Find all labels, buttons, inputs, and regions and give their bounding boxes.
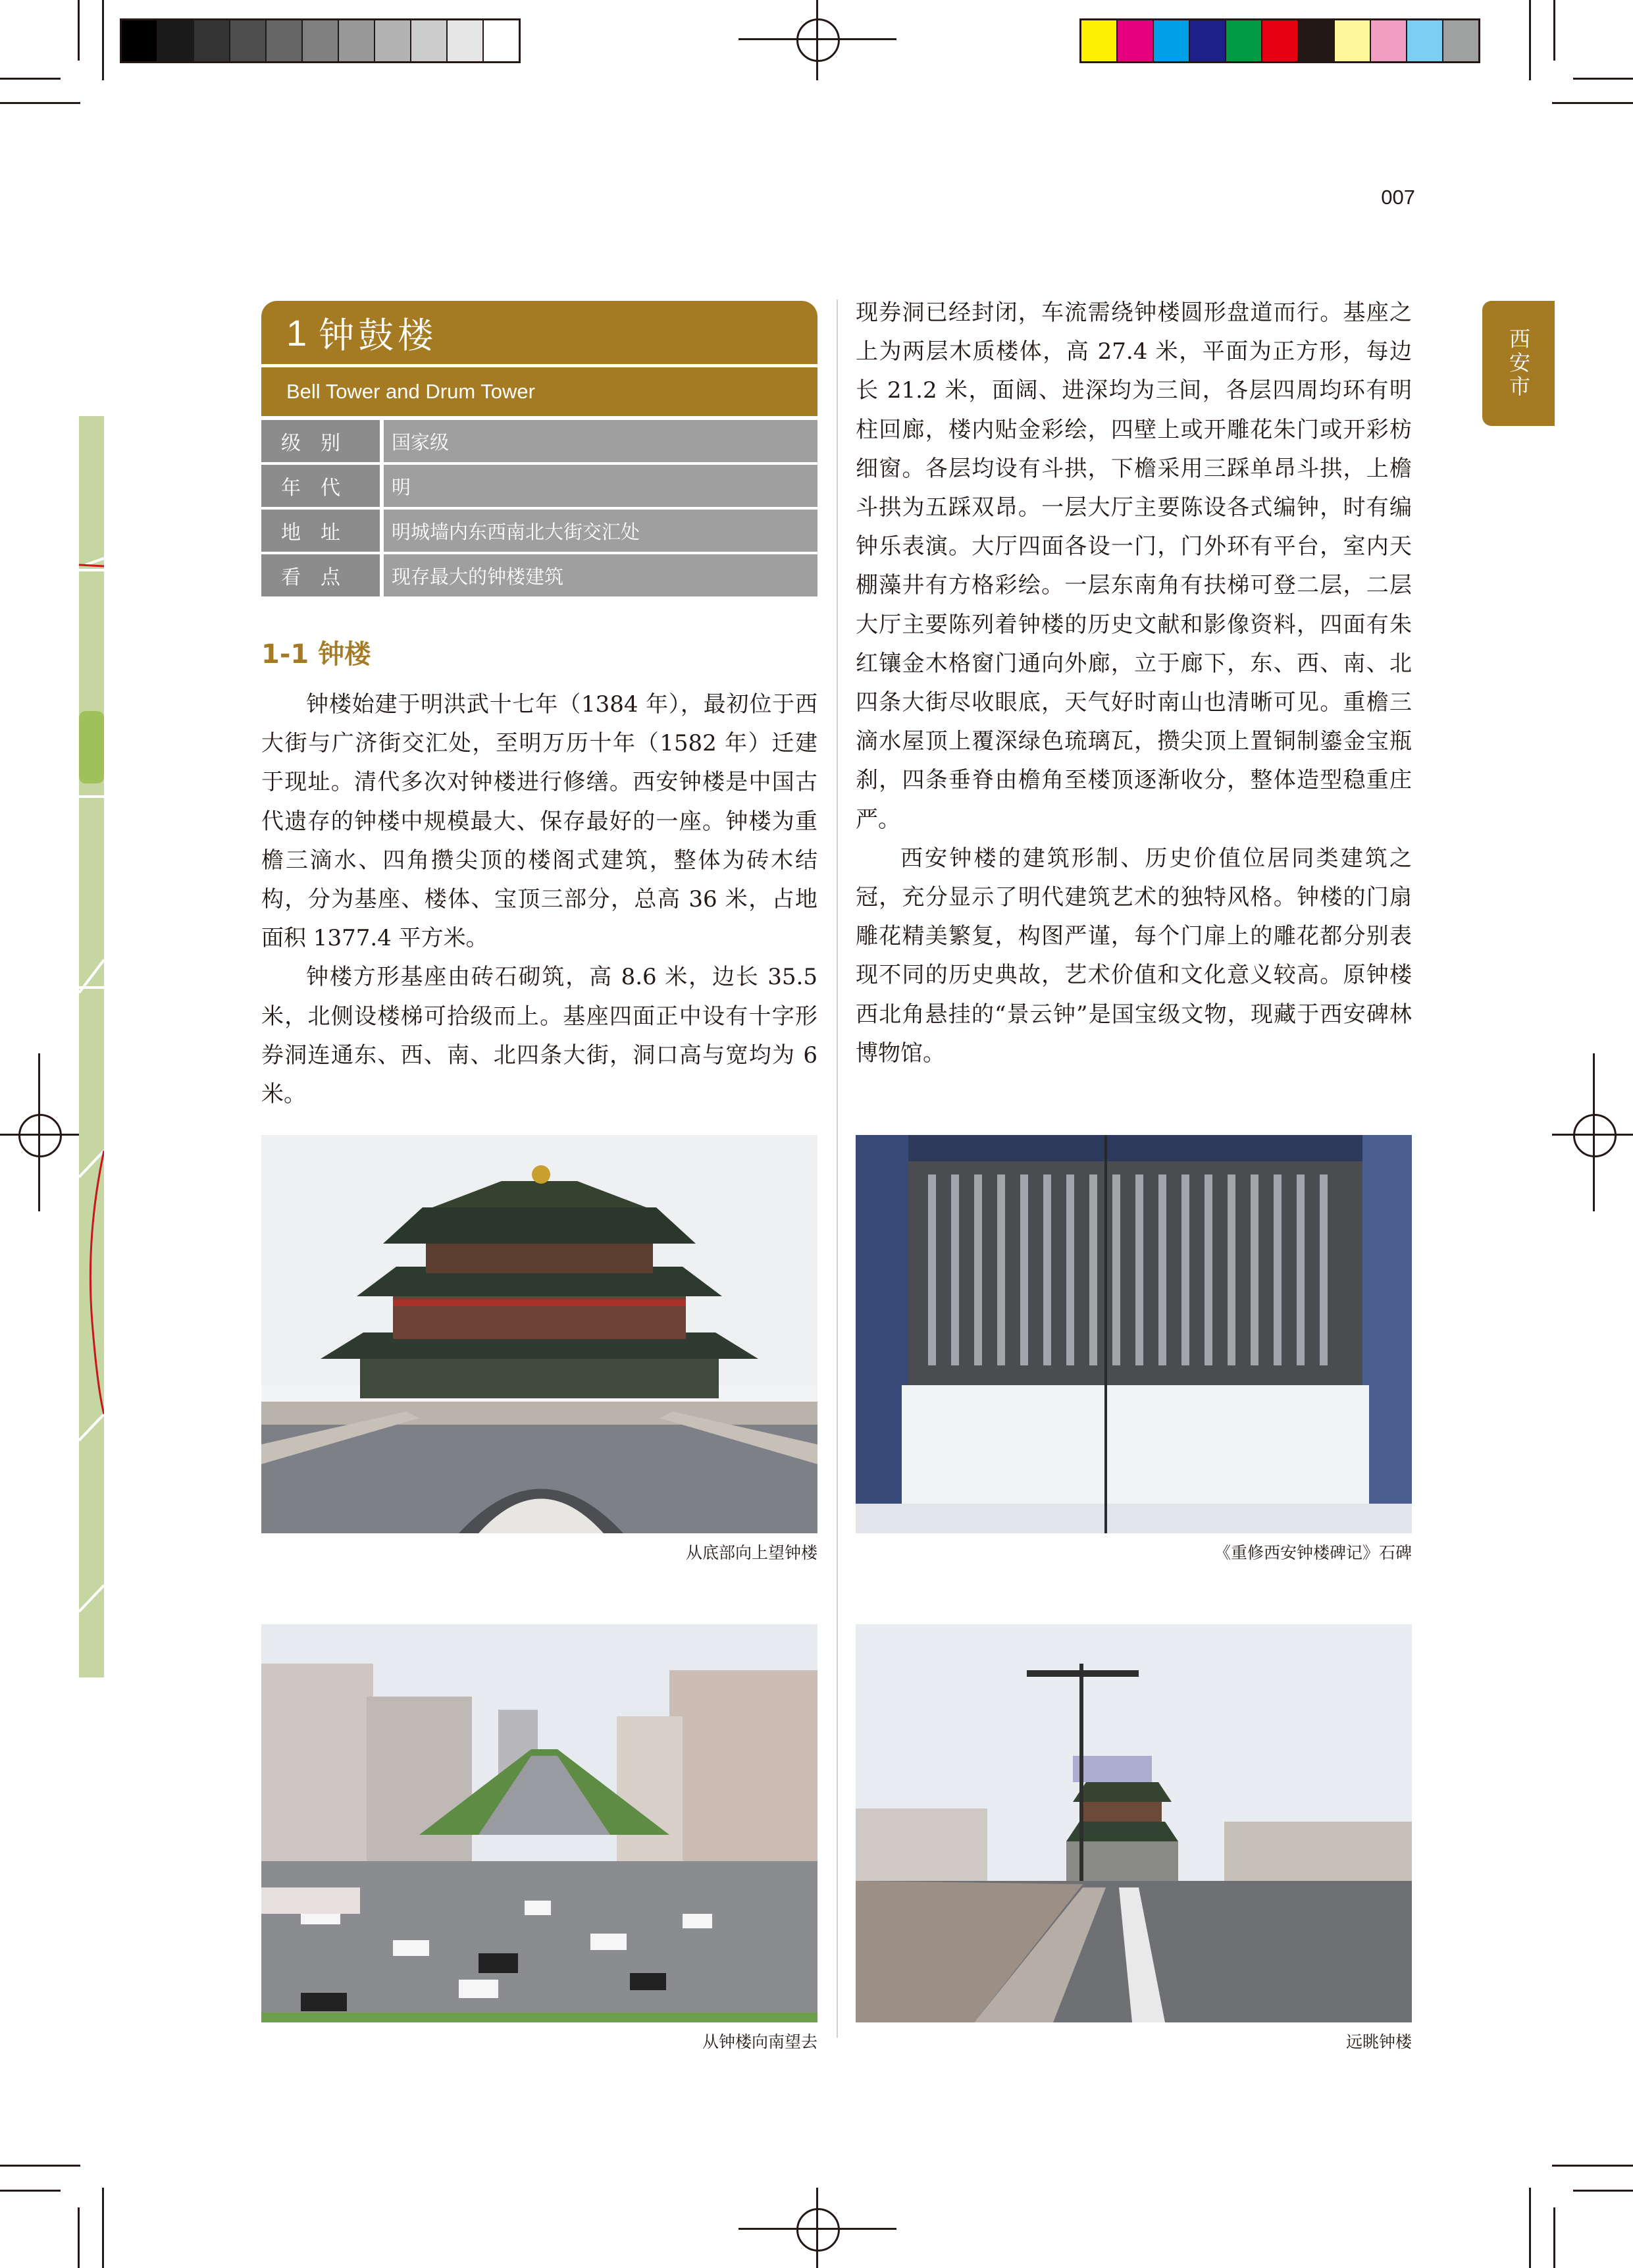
color-calibration-bar xyxy=(1079,18,1480,63)
gray-swatch xyxy=(267,20,303,61)
grayscale-calibration-bar xyxy=(120,18,521,63)
info-key: 地 址 xyxy=(261,510,380,552)
color-swatch xyxy=(1262,20,1299,61)
info-value: 现存最大的钟楼建筑 xyxy=(384,554,817,596)
info-value: 明 xyxy=(384,465,817,507)
color-swatch xyxy=(1118,20,1154,61)
photo-caption: 《重修西安钟楼碑记》石碑 xyxy=(1214,1543,1412,1562)
gray-swatch xyxy=(448,20,484,61)
color-swatch xyxy=(1407,20,1443,61)
column-divider xyxy=(837,300,838,2038)
color-swatch xyxy=(1371,20,1407,61)
info-key: 看 点 xyxy=(261,554,380,596)
info-row-highlight xyxy=(261,554,817,596)
info-row-level xyxy=(261,420,817,462)
gray-swatch xyxy=(484,20,519,61)
page-number: 007 xyxy=(1381,186,1415,209)
site-title-en: Bell Tower and Drum Tower xyxy=(286,380,535,403)
paragraph: 钟楼方形基座由砖石砌筑，高 8.6 米，边长 35.5 米，北侧设楼梯可拾级而上。基座四面正中设有十字形券洞连通东、西、南、北四条大街，洞口高与宽均为 6 米。 xyxy=(261,964,817,1108)
site-number: 1 xyxy=(286,311,307,354)
gray-swatch xyxy=(375,20,411,61)
paragraph: 西安钟楼的建筑形制、历史价值位居同类建筑之冠，充分显示了明代建筑艺术的独特风格。钟楼的门扇雕花精美繁复，构图严谨，每个门扉上的雕花都分别表现不同的历史典故，艺术价值和文化意义较高。原钟楼西北角悬挂的“景云钟”是国宝级文物，现藏于西安碑林博物馆。 xyxy=(856,845,1412,1067)
photo-stone-stele xyxy=(856,1135,1412,1533)
photo-caption: 从底部向上望钟楼 xyxy=(685,1543,817,1562)
info-value: 国家级 xyxy=(384,420,817,462)
photo-caption: 从钟楼向南望去 xyxy=(702,2032,817,2051)
color-swatch xyxy=(1335,20,1371,61)
site-title-zh: 钟鼓楼 xyxy=(319,314,438,356)
site-title-en-banner xyxy=(261,367,817,416)
photo-distant-bell-tower xyxy=(856,1624,1412,2022)
gray-swatch xyxy=(411,20,448,61)
color-swatch xyxy=(1081,20,1118,61)
photo-caption: 远眺钟楼 xyxy=(1345,2032,1412,2051)
color-swatch xyxy=(1190,20,1226,61)
left-column-text xyxy=(261,685,817,1114)
info-key: 年 代 xyxy=(261,465,380,507)
gray-swatch xyxy=(122,20,158,61)
color-swatch xyxy=(1443,20,1478,61)
gray-swatch xyxy=(230,20,267,61)
section-heading: 1-1 钟楼 xyxy=(261,639,371,670)
paragraph: 钟楼始建于明洪武十七年（1384 年），最初位于西大街与广济街交汇处，至明万历十年（1582 年）迁建于现址。清代多次对钟楼进行修缮。西安钟楼是中国古代遗存的钟楼中规模最大、保存最好的一座。钟楼为重檐三滴水、四角攒尖顶的楼阁式建筑，整体为砖木结构，分为基座、楼体、宝顶三部分，总高 36 米，占地面积 1377.4 平方米。 xyxy=(261,691,817,952)
color-swatch xyxy=(1154,20,1190,61)
gray-swatch xyxy=(303,20,339,61)
info-row-era xyxy=(261,465,817,507)
color-swatch xyxy=(1226,20,1262,61)
side-decoration xyxy=(79,413,104,1677)
gray-swatch xyxy=(158,20,194,61)
info-key: 级 别 xyxy=(261,420,380,462)
photo-bell-tower-from-below xyxy=(261,1135,817,1533)
gray-swatch xyxy=(339,20,375,61)
info-row-address xyxy=(261,510,817,552)
color-swatch xyxy=(1299,20,1335,61)
side-tab-city: 西安市 xyxy=(1482,301,1555,426)
paragraph: 现券洞已经封闭，车流需绕钟楼圆形盘道而行。基座之上为两层木质楼体，高 27.4 米，平面为正方形，每边长 21.2 米，面阔、进深均为三间，各层四周均环有明柱回廊，楼内贴金彩绘，四壁上或开雕花朱门或开彩枋细窗。各层均设有斗拱，下檐采用三踩单昂斗拱，上檐斗拱为五踩双昂。一层大厅主要陈设各式编钟，时有编钟乐表演。大厅四面各设一门，门外环有平台，室内天棚藻井有方格彩绘。一层东南角有扶梯可登二层，二层大厅主要陈列着钟楼的历史文献和影像资料，四面有朱红镶金木格窗门通向外廊，立于廊下，东、西、南、北四条大街尽收眼底，天气好时南山也清晰可见。重檐三滴水屋顶上覆深绿色琉璃瓦，攒尖顶上置铜制鎏金宝瓶刹，四条垂脊由檐角至楼顶逐渐收分，整体造型稳重庄严。 xyxy=(856,300,1412,833)
info-value: 明城墙内东西南北大街交汇处 xyxy=(384,510,817,552)
gray-swatch xyxy=(194,20,230,61)
site-title-banner xyxy=(261,301,817,364)
right-column-text xyxy=(856,294,1412,1073)
photo-street-view-south xyxy=(261,1624,817,2022)
